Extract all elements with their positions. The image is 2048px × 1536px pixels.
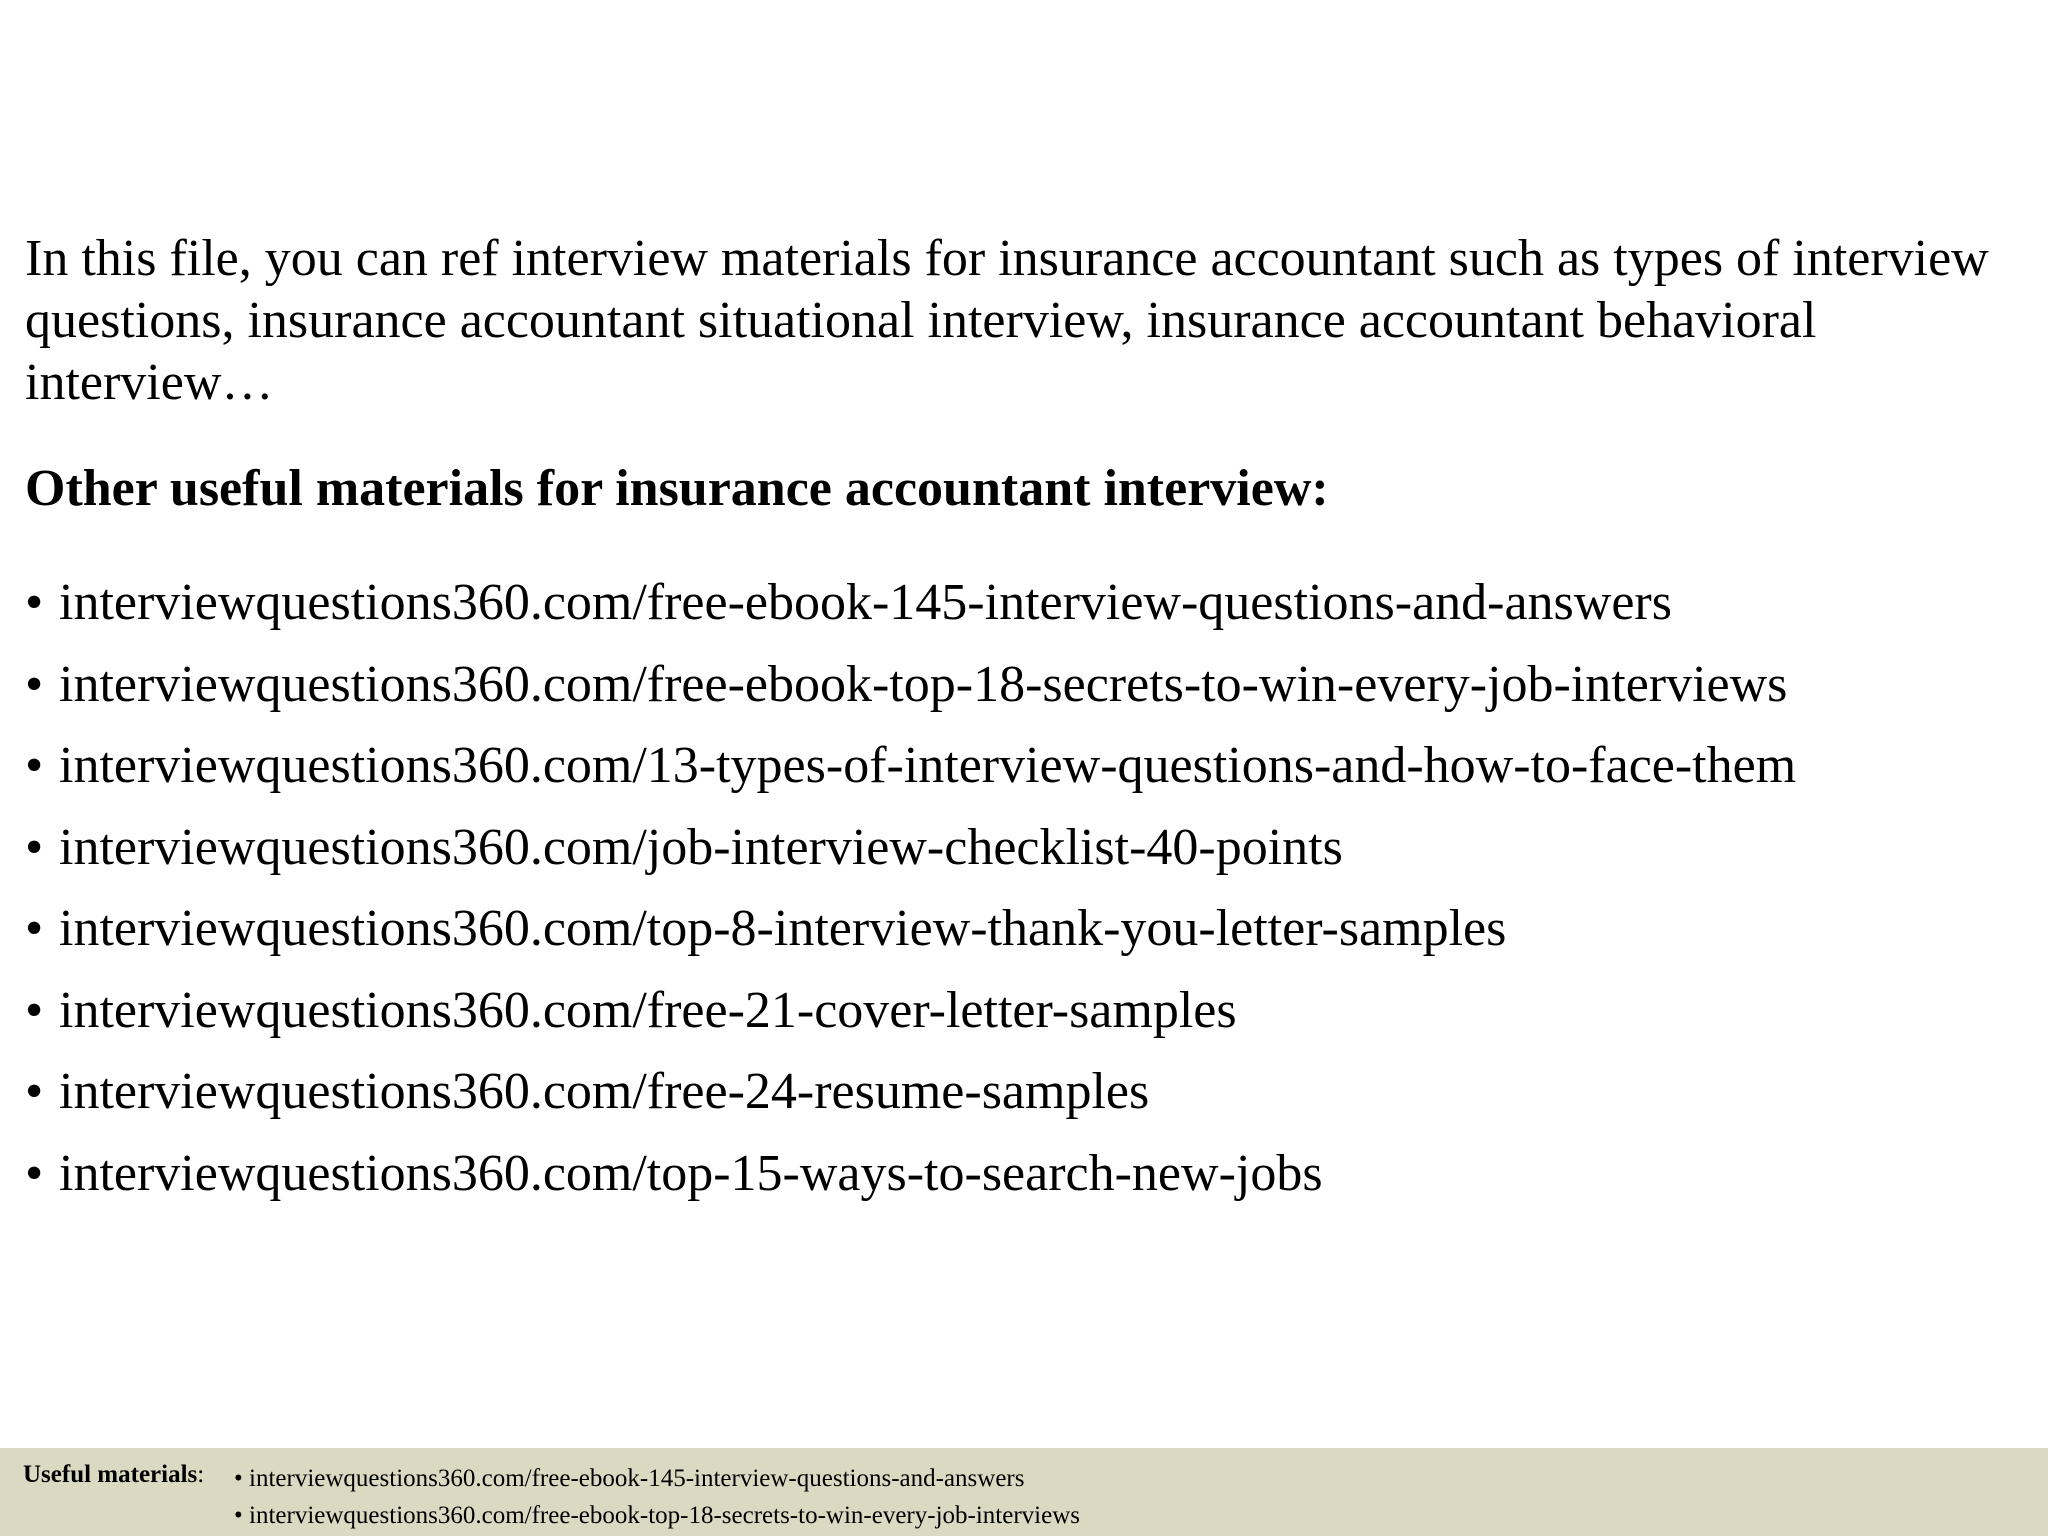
- list-item: [25, 888, 1796, 970]
- footer-list-item: [234, 1460, 1080, 1497]
- material-link[interactable]: interviewquestions360.com/free-24-resume-samples: [59, 1063, 1150, 1120]
- section-heading: Other useful materials for insurance accountant interview:: [25, 460, 1329, 517]
- intro-paragraph: In this file, you can ref interview materials for insurance accountant such as types of interview questions, insurance accountant situational interview, insurance accountant behavioral interview…: [25, 230, 1989, 411]
- material-link[interactable]: interviewquestions360.com/13-types-of-interview-questions-and-how-to-face-them: [59, 737, 1797, 794]
- material-link[interactable]: interviewquestions360.com/free-ebook-145-interview-questions-and-answers: [59, 574, 1672, 631]
- bullet-icon: •: [25, 981, 44, 1039]
- bullet-icon: •: [25, 818, 44, 876]
- bullet-icon: •: [25, 1144, 44, 1202]
- footer-link-list: [234, 1460, 1080, 1534]
- footer-link[interactable]: interviewquestions360.com/free-ebook-top-18-secrets-to-win-every-job-interviews: [249, 1502, 1080, 1529]
- bullet-icon: •: [25, 655, 44, 713]
- material-link[interactable]: interviewquestions360.com/free-21-cover-letter-samples: [59, 981, 1237, 1039]
- list-item: [25, 644, 1796, 726]
- list-item: [25, 725, 1796, 807]
- material-link[interactable]: interviewquestions360.com/top-8-interview-thank-you-letter-samples: [59, 900, 1507, 957]
- material-link[interactable]: interviewquestions360.com/free-ebook-top-18-secrets-to-win-every-job-interviews: [59, 655, 1788, 713]
- list-item: [25, 1133, 1796, 1215]
- footer-list-item: [234, 1497, 1080, 1534]
- bullet-icon: •: [25, 900, 44, 957]
- footer-label: [23, 1460, 204, 1490]
- footer-label-colon: :: [197, 1461, 205, 1488]
- bullet-icon: •: [234, 1502, 243, 1529]
- bullet-icon: •: [234, 1465, 243, 1492]
- list-item: [25, 1051, 1796, 1133]
- footer-bar: [0, 1448, 2048, 1536]
- bullet-icon: •: [25, 737, 44, 794]
- footer-label-text: Useful materials: [23, 1461, 198, 1488]
- list-item: [25, 562, 1796, 644]
- list-item: [25, 807, 1796, 889]
- footer-link[interactable]: interviewquestions360.com/free-ebook-145-interview-questions-and-answers: [249, 1465, 1025, 1492]
- bullet-icon: •: [25, 1063, 44, 1120]
- list-item: [25, 970, 1796, 1052]
- material-link[interactable]: interviewquestions360.com/top-15-ways-to-search-new-jobs: [59, 1144, 1323, 1202]
- material-link[interactable]: interviewquestions360.com/job-interview-checklist-40-points: [59, 818, 1343, 876]
- bullet-icon: •: [25, 574, 44, 631]
- materials-link-list: [25, 562, 1796, 1214]
